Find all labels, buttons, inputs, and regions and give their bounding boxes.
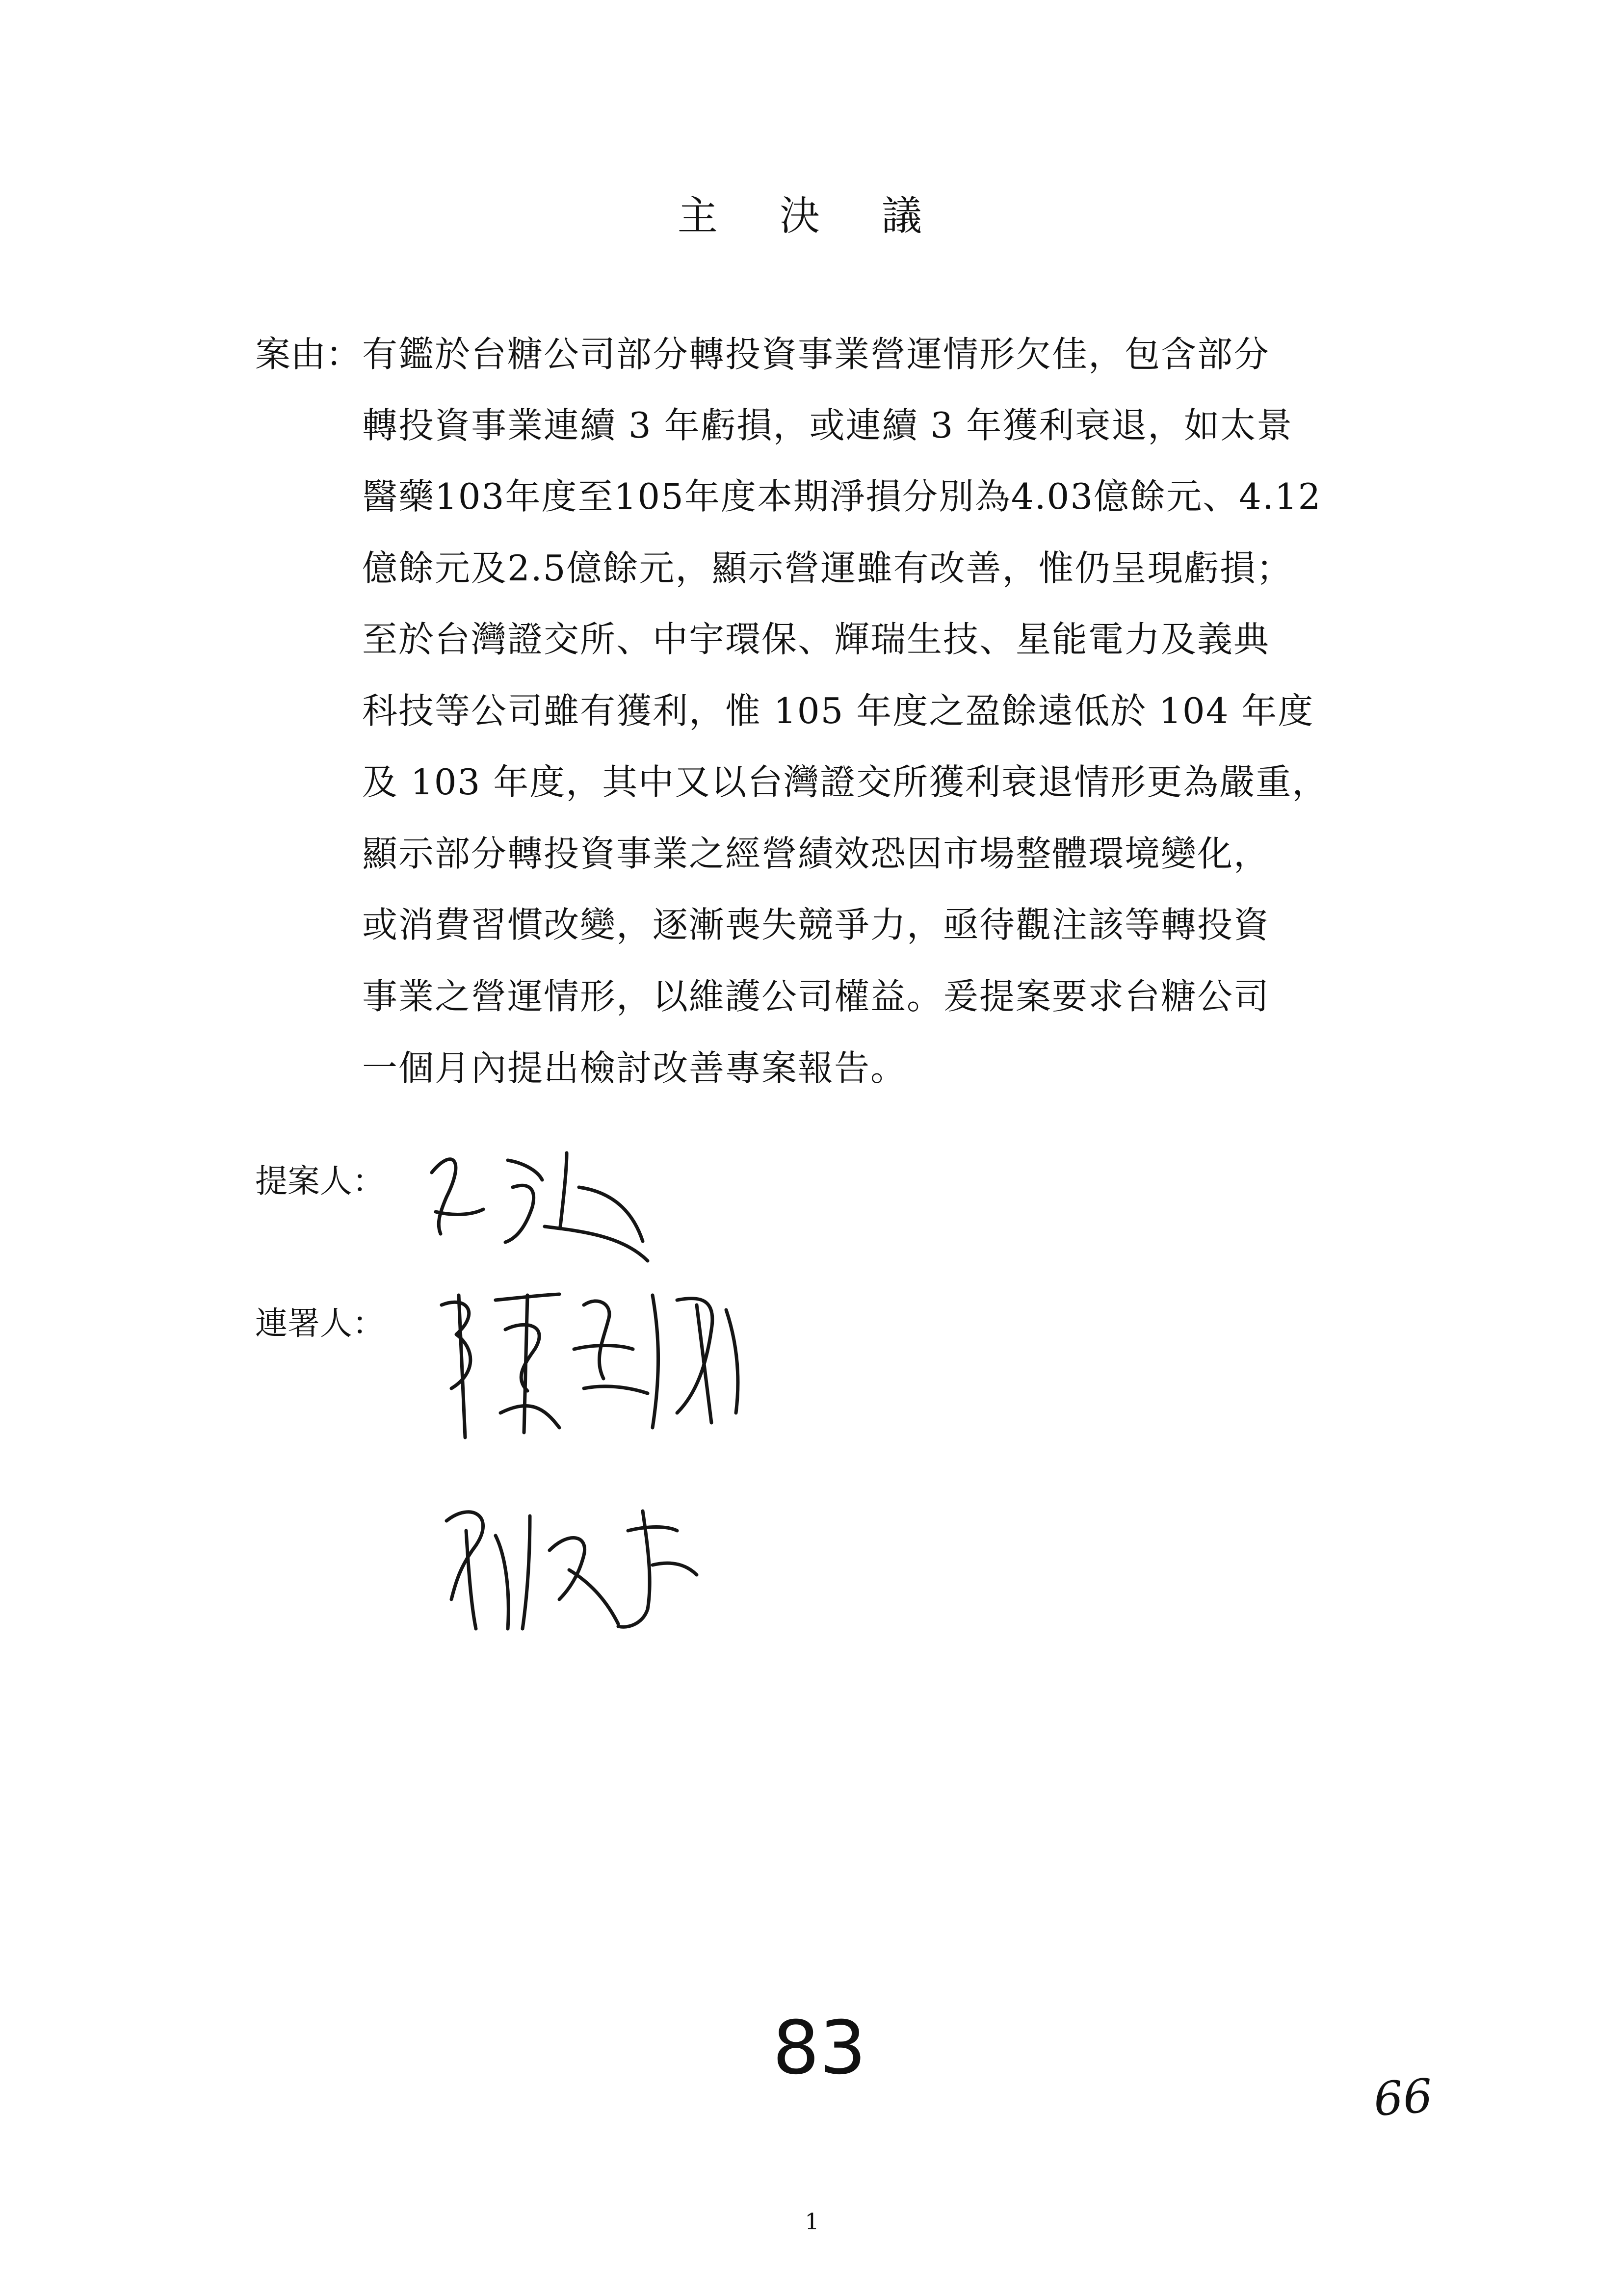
- case-text-line-10: 事業之營運情形，以維護公司權益。爰提案要求台糖公司: [362, 976, 1270, 1017]
- page-number: 1: [805, 2208, 819, 2235]
- proposer-label: 提案人：: [255, 1162, 385, 1200]
- document-title: 主 決 議: [677, 193, 947, 239]
- cosigner-signature-2: [422, 1482, 765, 1648]
- handwritten-page-number: 66: [1372, 2069, 1435, 2127]
- case-text-line-11: 一個月內提出檢討改善專案報告。: [362, 1047, 907, 1089]
- case-text-line-2: 轉投資事業連續 3 年虧損，或連續 3 年獲利衰退，如太景: [362, 405, 1293, 446]
- cosigner-signature-1: [422, 1266, 775, 1457]
- case-text-line-9: 或消費習慣改變，逐漸喪失競爭力，亟待觀注該等轉投資: [362, 904, 1270, 945]
- case-text-line-1: 有鑑於台糖公司部分轉投資事業營運情形欠佳，包含部分: [362, 334, 1270, 375]
- case-text-line-5: 至於台灣證交所、中宇環保、輝瑞生技、星能電力及義典: [362, 619, 1270, 660]
- case-text-line-8: 顯示部分轉投資事業之經營績效恐因市場整體環境變化，: [362, 833, 1270, 874]
- case-label: 案由：: [255, 334, 362, 375]
- stamped-page-number: 83: [772, 2006, 866, 2091]
- case-text-line-6: 科技等公司雖有獲利，惟 105 年度之盈餘遠低於 104 年度: [362, 690, 1314, 731]
- proposer-signature: [417, 1114, 760, 1261]
- case-text-line-4: 億餘元及2.5億餘元，顯示營運雖有改善，惟仍呈現虧損；: [362, 548, 1293, 589]
- case-text-line-3: 醫藥103年度至105年度本期淨損分別為4.03億餘元、4.12: [362, 476, 1322, 517]
- case-text-line-7: 及 103 年度，其中又以台灣證交所獲利衰退情形更為嚴重，: [362, 761, 1329, 803]
- cosigner-label: 連署人：: [255, 1305, 385, 1342]
